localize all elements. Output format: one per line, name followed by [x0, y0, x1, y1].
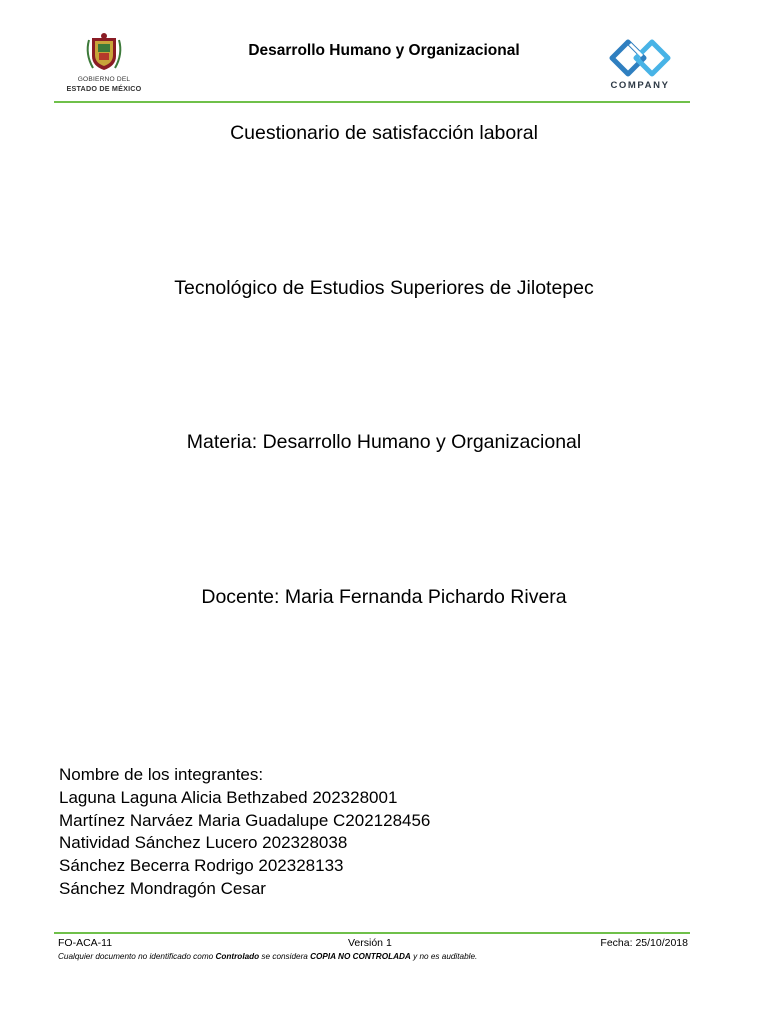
company-logo-text: COMPANY [610, 80, 670, 91]
footer-date: Fecha: 25/10/2018 [600, 937, 688, 949]
members-list [59, 764, 430, 901]
member-item: Sánchez Mondragón Cesar [59, 878, 266, 898]
footer-note-bold2: COPIA NO CONTROLADA [310, 952, 411, 961]
footer-form-code: FO-ACA-11 [58, 937, 113, 949]
footer-divider [54, 932, 690, 934]
footer-note-bold1: Controlado [215, 952, 260, 961]
gov-logo-line1: GOBIERNO DEL [77, 76, 131, 83]
footer-disclaimer [58, 952, 477, 961]
header-divider [54, 101, 690, 103]
document-title: Cuestionario de satisfacción laboral [230, 122, 538, 144]
footer-note-part3: y no es auditable. [410, 952, 478, 961]
member-item: Natividad Sánchez Lucero 202328038 [59, 833, 348, 853]
header-title: Desarrollo Humano y Organizacional [248, 42, 520, 59]
subject-line: Materia: Desarrollo Humano y Organizacional [186, 431, 582, 453]
member-item: Martínez Narváez Maria Guadalupe C202128456 [59, 810, 431, 830]
footer-note-part1: Cualquier documento no identificado como [58, 952, 216, 961]
member-item: Laguna Laguna Alicia Bethzabed 202328001 [59, 787, 398, 807]
teacher-line: Docente: Maria Fernanda Pichardo Rivera [201, 586, 567, 608]
footer-version: Versión 1 [348, 937, 392, 949]
members-heading: Nombre de los integrantes: [59, 765, 264, 784]
company-diamond-logo-icon [600, 36, 680, 82]
page-header [54, 24, 690, 104]
gov-logo-text [54, 76, 154, 93]
footer-note-part2: se considera [259, 952, 311, 961]
institution-name: Tecnológico de Estudios Superiores de Jilotepec [174, 277, 594, 299]
member-item: Sánchez Becerra Rodrigo 202328133 [59, 856, 344, 876]
gov-logo-line2: ESTADO DE MÉXICO [66, 83, 142, 93]
